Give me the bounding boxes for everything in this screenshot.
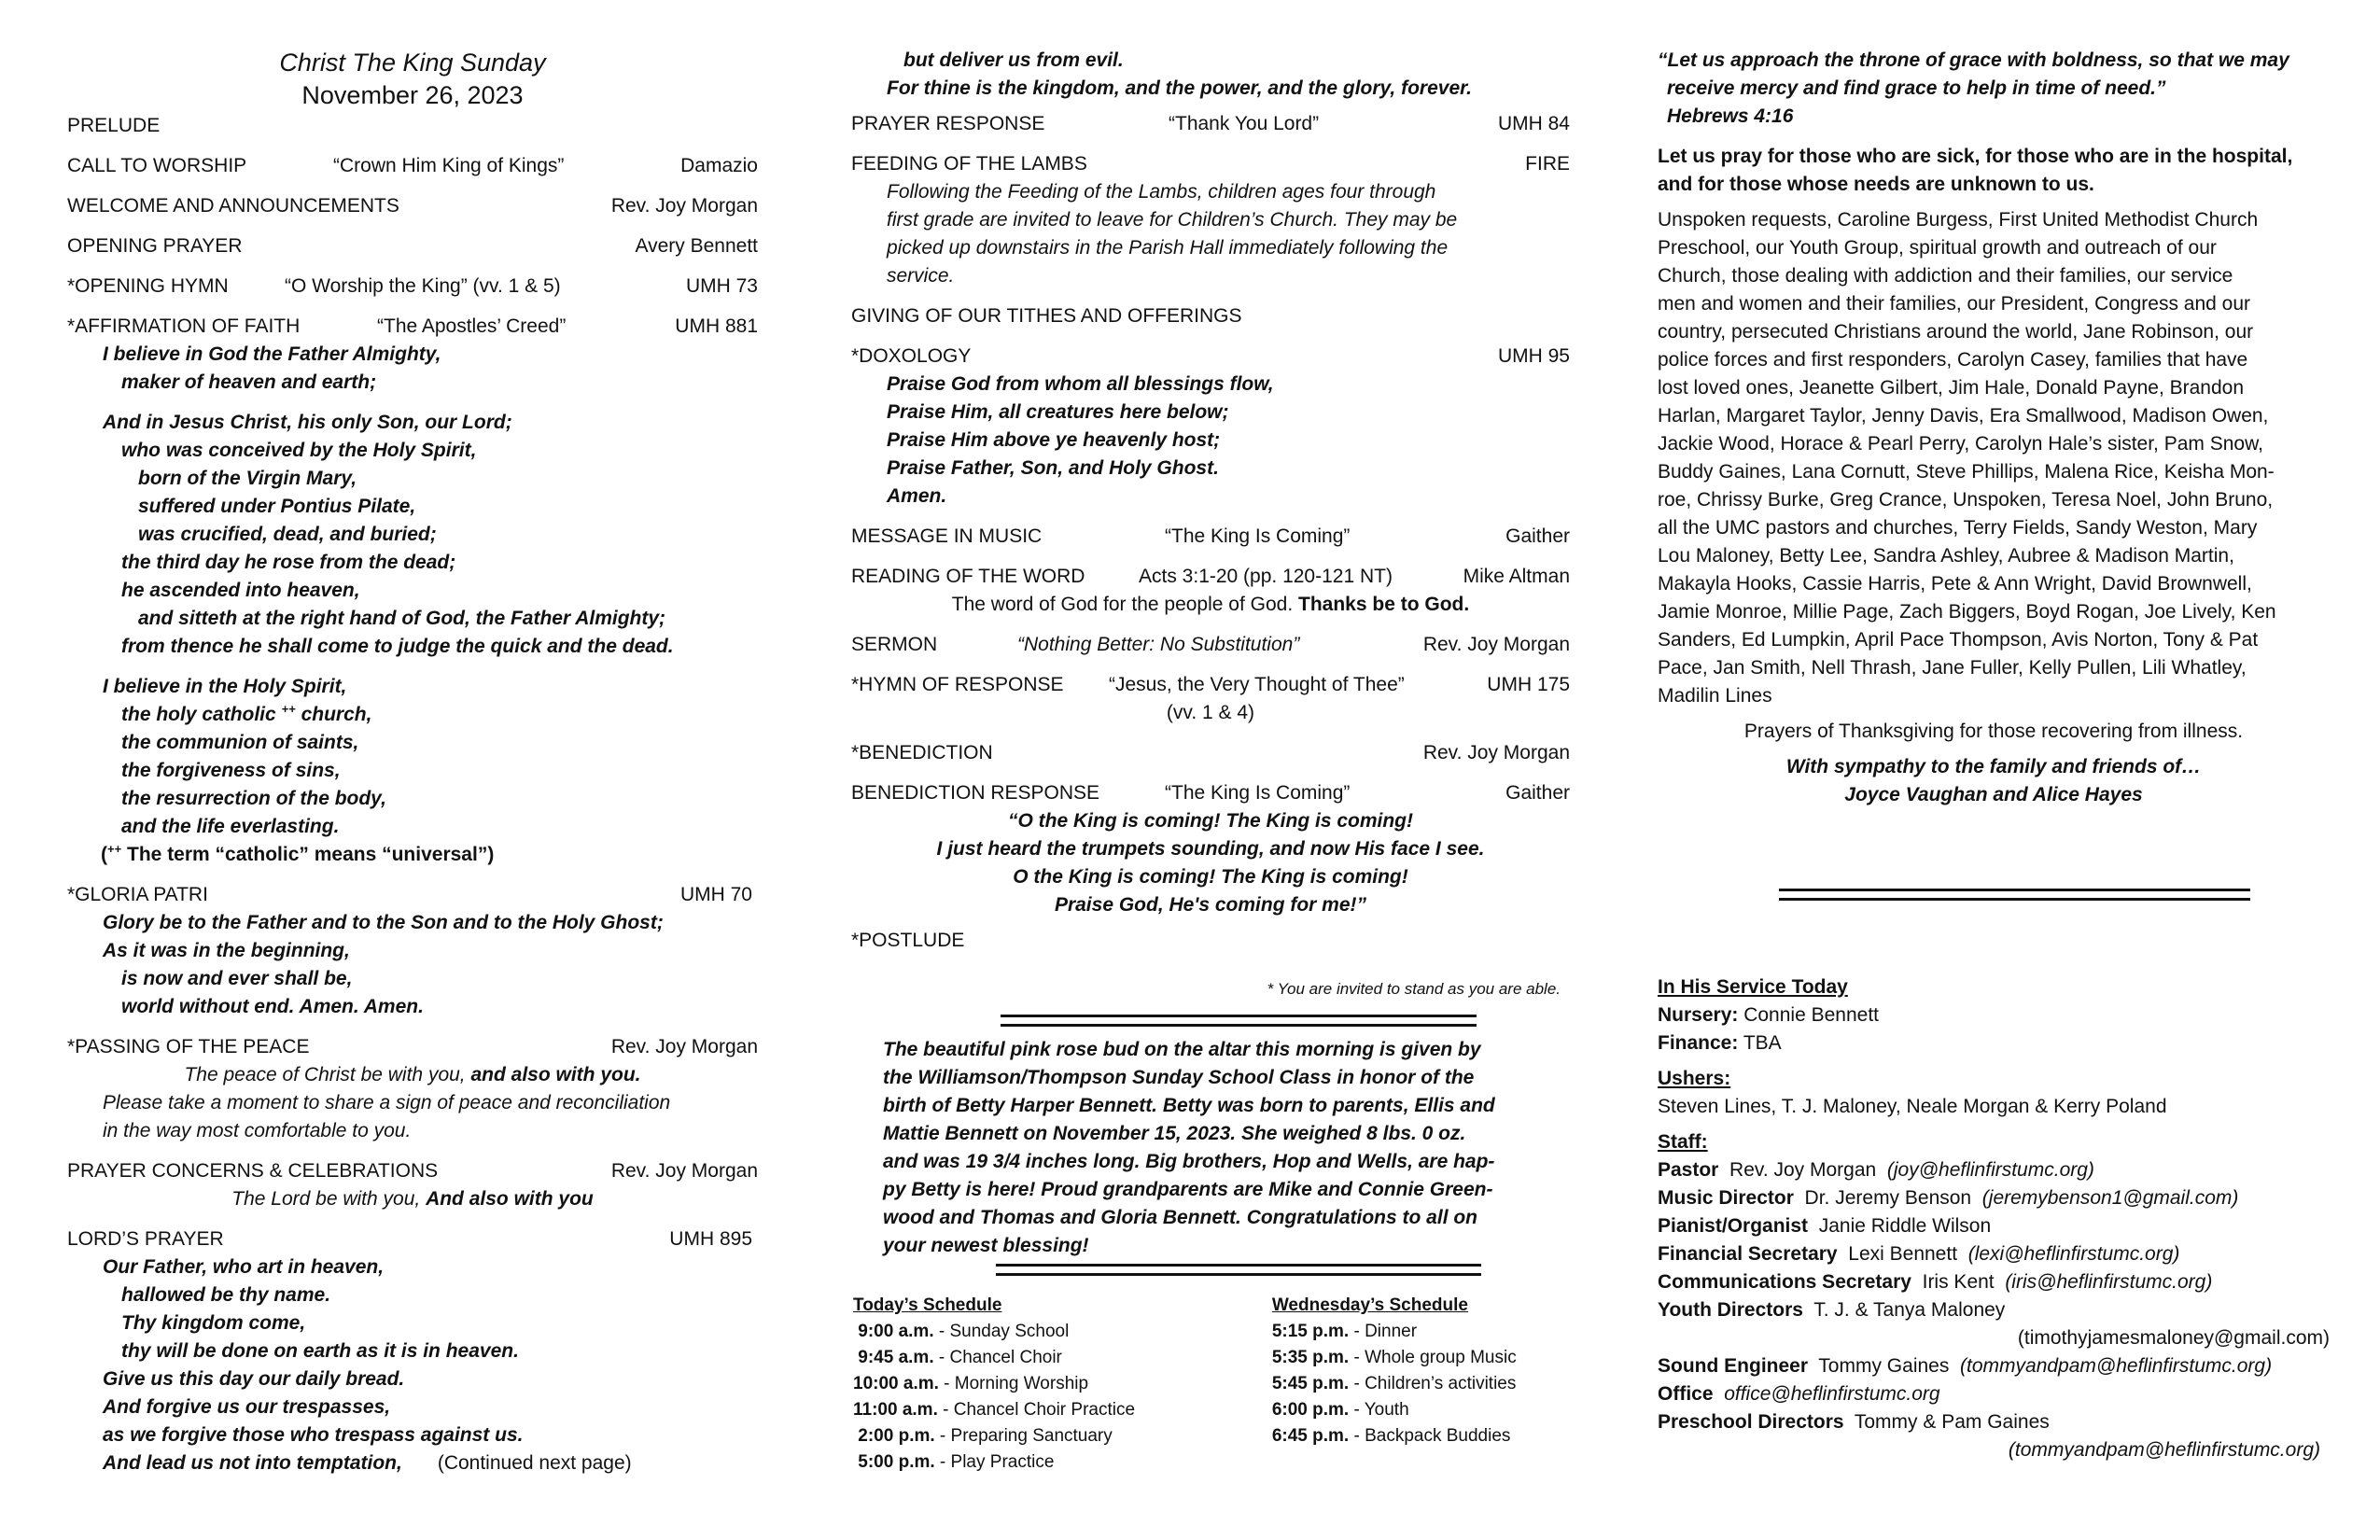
staff-financial-secretary: Financial Secretary Lexi Bennett (lexi@heflinfirstumc.org) bbox=[1658, 1243, 2180, 1265]
prayer-list: Unspoken requests, Caroline Burgess, First United Methodist Church Preschool, our Youth Group, spiritual growth and outreach of our Church, those dealing with addiction and their families, our service men and women and their families, our President, Congress and our country, persecuted Christians around the world, Jane Robinson, our police forces and first responders, Carolyn Casey, families that have lost loved ones, Jeanette Gilbert, Jim Hale, Donald Payne, Brandon Harlan, Margaret Taylor, Jenny Davis, Era Smallwood, Madison Owen, Jackie Wood, Horace & Pearl Perry, Carolyn Hale’s sister, Pam Snow, Buddy Gaines, Lana Cornutt, Steve Phillips, Malena Rice, Keisha Mon- roe, Chrissy Burke, Greg Crance, Unspoken, Teresa Noel, John Bruno, all the UMC pastors and churches, Terry Fields, Sandy Weston, Mary Lou Maloney, Betty Lee, Sandra Ashley, Aubree & Madison Martin, Makayla Hooks, Cassie Harris, Pete & Ann Wright, David Brownwell, Jamie Monroe, Millie Page, Zach Biggers, Boyd Rogan, Joe Lively, Ken Sanders, Ed Lumpkin, April Pace Thompson, Avis Norton, Tony & Pat Pace, Jan Smith, Nell Thrash, Jane Fuller, Kelly Pullen, Lili Whatley, Madilin Lines bbox=[1658, 209, 2276, 707]
schedule-item: 9:45 a.m. - Chancel Choir bbox=[853, 1348, 1062, 1367]
hymn-verses: (vv. 1 & 4) bbox=[1166, 702, 1255, 723]
concerns-response: The Lord be with you, And also with you bbox=[231, 1188, 594, 1210]
column-order-of-worship bbox=[67, 47, 758, 1477]
doxology: *DOXOLOGY UMH 95 bbox=[851, 345, 1570, 367]
staff-pastor: Pastor Rev. Joy Morgan (joy@heflinfirstumc.org) bbox=[1658, 1159, 2094, 1181]
gloria-patri: *GLORIA PATRI UMH 70 bbox=[67, 884, 752, 905]
schedule-item: 2:00 p.m. - Preparing Sanctuary bbox=[853, 1426, 1113, 1446]
nursery: Nursery: Connie Bennett bbox=[1658, 1004, 1879, 1026]
youth-email: (timothyjamesmaloney@gmail.com) bbox=[2017, 1327, 2330, 1349]
lords-prayer-end-2: For thine is the kingdom, and the power, and the glory, forever. bbox=[887, 77, 1472, 99]
finance: Finance: TBA bbox=[1658, 1032, 1782, 1054]
affirmation-of-faith: *AFFIRMATION OF FAITH “The Apostles’ Creed” UMH 881 bbox=[67, 315, 758, 337]
lords-prayer-text: Our Father, who art in heaven, hallowed be thy name. Thy kingdom come, thy will be done on earth as it is in heaven. Give us this day our daily bread. And forgive us our trespasses, as we forgive those who trespass against us. And lead us not into temptation, (Continued next page) bbox=[103, 1256, 632, 1474]
hymn-of-response: *HYMN OF RESPONSE “Jesus, the Very Thought of Thee” UMH 175 bbox=[851, 674, 1570, 695]
staff-music-director: Music Director Dr. Jeremy Benson (jeremybenson1@gmail.com) bbox=[1658, 1187, 2239, 1209]
peace-instruction: Please take a moment to share a sign of peace and reconciliation in the way most comfortable to you. bbox=[103, 1092, 671, 1141]
divider bbox=[1001, 1015, 1477, 1027]
staff-communications: Communications Secretary Iris Kent (iris@heflinfirstumc.org) bbox=[1658, 1271, 2213, 1293]
column-order-of-worship-continued bbox=[851, 47, 1570, 1476]
peace-response: The peace of Christ be with you, and also with you. bbox=[184, 1064, 641, 1085]
divider bbox=[996, 1264, 1481, 1276]
schedule-item: 11:00 a.m. - Chancel Choir Practice bbox=[853, 1400, 1136, 1420]
schedule-item: 10:00 a.m. - Morning Worship bbox=[853, 1374, 1089, 1393]
opening-hymn: *OPENING HYMN “O Worship the King” (vv. 1 & 5) UMH 73 bbox=[67, 275, 758, 297]
thanksgiving-note: Prayers of Thanksgiving for those recovering from illness. bbox=[1743, 721, 2244, 742]
reading-of-word: READING OF THE WORD Acts 3:1-20 (pp. 120-121 NT) Mike Altman bbox=[851, 566, 1570, 587]
lords-prayer: LORD’S PRAYER UMH 895 bbox=[67, 1228, 752, 1250]
schedule-item: 6:00 p.m. - Youth bbox=[1271, 1400, 1409, 1420]
service-heading: In His Service Today bbox=[1658, 976, 1848, 998]
staff-preschool: Preschool Directors Tommy & Pam Gaines bbox=[1658, 1411, 2050, 1433]
staff-sound: Sound Engineer Tommy Gaines (tommyandpam@heflinfirstumc.org) bbox=[1658, 1355, 2273, 1377]
reading-response: The word of God for the people of God. Thanks be to God. bbox=[951, 594, 1470, 615]
staff-heading: Staff: bbox=[1658, 1131, 1708, 1153]
schedule-item: 6:45 p.m. - Backpack Buddies bbox=[1271, 1426, 1511, 1446]
creed-part-3: I believe in the Holy Spirit, the holy catholic ++ church, the communion of saints, the forgiveness of sins, the resurrection of the body, and the life everlasting. bbox=[103, 676, 386, 837]
service-date: November 26, 2023 bbox=[301, 81, 524, 109]
ushers-heading: Ushers: bbox=[1658, 1068, 1731, 1089]
benediction-response-text: “O the King is coming! The King is coming! I just heard the trumpets sounding, and now His face I see. O the King is coming! The King is coming! Praise God, He's coming for me!” bbox=[936, 810, 1485, 916]
prelude: PRELUDE bbox=[67, 115, 161, 136]
divider bbox=[1779, 889, 2250, 901]
wednesday-schedule bbox=[1272, 1293, 1570, 1476]
sermon: SERMON “Nothing Better: No Substitution” Rev. Joy Morgan bbox=[851, 634, 1570, 655]
continued-note: (Continued next page) bbox=[437, 1452, 632, 1474]
service-today bbox=[1658, 973, 2330, 1464]
feeding-of-lambs: FEEDING OF THE LAMBS FIRE bbox=[851, 153, 1570, 175]
schedule-item: 9:00 a.m. - Sunday School bbox=[853, 1322, 1070, 1341]
sympathy-note: With sympathy to the family and friends of… Joyce Vaughan and Alice Hayes bbox=[1785, 756, 2202, 805]
ushers-list: Steven Lines, T. J. Maloney, Neale Morgan & Kerry Poland bbox=[1658, 1096, 2167, 1117]
prayer-heading: Let us pray for those who are sick, for those who are in the hospital, and for those whose needs are unknown to us. bbox=[1658, 146, 2293, 195]
altar-flowers-note: The beautiful pink rose bud on the altar this morning is given by the Williamson/Thompson Sunday School Class in honor of the birth of Betty Harper Bennett. Betty was born to parents, Ellis and Mattie Bennett on November 15, 2023. She weighed 8 lbs. 0 oz. and was 19 3/4 inches long. Big brothers, Hop and Wells, are hap- py Betty is here! Proud grandparents are Mike and Connie Green- wood and Thomas and Gloria Bennett. Congratulations to all on your newest blessing! bbox=[883, 1039, 1495, 1256]
scripture-quote: “Let us approach the throne of grace with boldness, so that we may receive mercy and find grace to help in time of need.” Hebrews 4:16 bbox=[1658, 49, 2289, 127]
feeding-description: Following the Feeding of the Lambs, children ages four through first grade are invited to leave for Children’s Church. They may be picked up downstairs in the Parish Hall immediately following the service. bbox=[887, 181, 1458, 287]
todays-schedule-heading: Today’s Schedule bbox=[853, 1295, 1002, 1315]
schedule-item: 5:45 p.m. - Children’s activities bbox=[1271, 1374, 1517, 1393]
wednesday-schedule-heading: Wednesday’s Schedule bbox=[1271, 1295, 1468, 1315]
creed-note: (++ The term “catholic” means “universal”) bbox=[101, 842, 495, 865]
schedule-item: 5:15 p.m. - Dinner bbox=[1271, 1322, 1418, 1341]
benediction-response: BENEDICTION RESPONSE “The King Is Coming” Gaither bbox=[851, 782, 1570, 804]
todays-schedule bbox=[853, 1293, 1272, 1476]
preschool-email: (tommyandpam@heflinfirstumc.org) bbox=[2008, 1439, 2320, 1461]
postlude: *POSTLUDE bbox=[851, 930, 965, 951]
schedule-item: 5:00 p.m. - Play Practice bbox=[853, 1452, 1055, 1472]
message-in-music: MESSAGE IN MUSIC “The King Is Coming” Gaither bbox=[851, 525, 1570, 547]
schedules bbox=[851, 1293, 1570, 1476]
welcome: WELCOME AND ANNOUNCEMENTS Rev. Joy Morgan bbox=[67, 195, 758, 217]
column-prayers-and-staff bbox=[1658, 47, 2330, 1464]
prayer-concerns: PRAYER CONCERNS & CELEBRATIONS Rev. Joy Morgan bbox=[67, 1160, 758, 1182]
doxology-text: Praise God from whom all blessings flow, Praise Him, all creatures here below; Praise Him above ye heavenly host; Praise Father, Son, and Holy Ghost. Amen. bbox=[887, 373, 1274, 507]
staff-office: Office office@heflinfirstumc.org bbox=[1658, 1383, 1940, 1405]
call-to-worship: CALL TO WORSHIP “Crown Him King of Kings” Damazio bbox=[67, 155, 758, 176]
staff-pianist: Pianist/Organist Janie Riddle Wilson bbox=[1658, 1215, 1992, 1237]
benediction: *BENEDICTION Rev. Joy Morgan bbox=[851, 742, 1570, 763]
service-title: Christ The King Sunday bbox=[279, 49, 546, 77]
giving-of-tithes: GIVING OF OUR TITHES AND OFFERINGS bbox=[851, 305, 1242, 327]
lords-prayer-end-1: but deliver us from evil. bbox=[903, 49, 1124, 71]
schedule-item: 5:35 p.m. - Whole group Music bbox=[1271, 1348, 1517, 1367]
staff-youth-directors: Youth Directors T. J. & Tanya Maloney bbox=[1658, 1299, 2006, 1321]
prayer-response: PRAYER RESPONSE “Thank You Lord” UMH 84 bbox=[851, 113, 1570, 134]
creed-part-2: And in Jesus Christ, his only Son, our Lord; who was conceived by the Holy Spirit, born of the Virgin Mary, suffered under Pontius Pilate, was crucified, dead, and buried; the third day he rose from the dead; he ascended into heaven, and sitteth at the right hand of God, the Father Almighty; from thence he shall come to judge the quick and the dead. bbox=[103, 412, 674, 657]
passing-of-peace: *PASSING OF THE PEACE Rev. Joy Morgan bbox=[67, 1036, 758, 1057]
gloria-text: Glory be to the Father and to the Son and to the Holy Ghost; As it was in the beginning, is now and ever shall be, world without end. Amen. Amen. bbox=[103, 912, 664, 1017]
opening-prayer: OPENING PRAYER Avery Bennett bbox=[67, 235, 758, 257]
stand-note: * You are invited to stand as you are able. bbox=[1267, 980, 1561, 998]
creed-part-1: I believe in God the Father Almighty, maker of heaven and earth; bbox=[103, 343, 441, 393]
